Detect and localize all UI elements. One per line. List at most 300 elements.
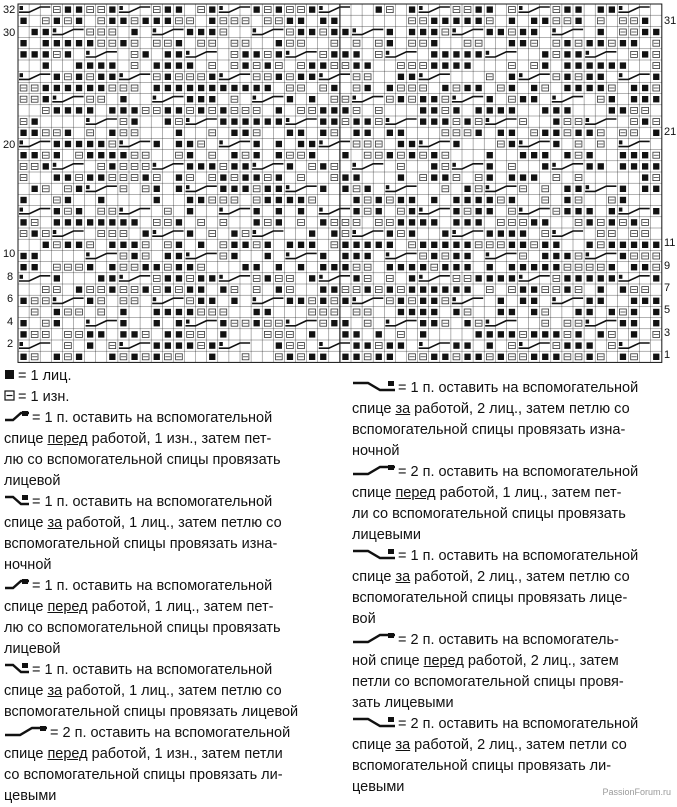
knit-stitch-mark (420, 298, 426, 304)
legend-text: ли со вспомогательной спицы провязать (352, 506, 626, 522)
legend-text: = 2 п. оставить на вспомогательной (50, 725, 291, 741)
knit-stitch-mark (353, 118, 359, 124)
knit-stitch-mark (287, 298, 293, 304)
knit-stitch-mark (276, 40, 282, 46)
knit-stitch-mark (642, 85, 648, 91)
knit-stitch-mark (387, 29, 393, 35)
knit-stitch-mark (231, 85, 237, 91)
cable-knot-mark (452, 96, 456, 100)
knit-stitch-mark (198, 85, 204, 91)
knit-stitch-mark (431, 96, 437, 102)
knit-stitch-mark (498, 331, 504, 337)
knit-stitch-mark (76, 74, 82, 80)
knit-stitch-mark (531, 264, 537, 270)
knit-stitch-mark (453, 107, 459, 113)
knit-stitch-mark (120, 40, 126, 46)
knit-stitch-mark (76, 62, 82, 68)
cable-knot-mark (619, 6, 623, 10)
knit-stitch-mark (320, 253, 326, 259)
knit-stitch-mark (575, 342, 581, 348)
cable-knot-mark (186, 185, 190, 189)
knit-stitch-mark (109, 107, 115, 113)
knit-stitch-mark (87, 298, 93, 304)
legend-text: спице (4, 431, 48, 447)
knit-stitch-mark (187, 62, 193, 68)
knit-stitch-mark (598, 275, 604, 281)
knit-stitch-mark (154, 342, 160, 348)
knit-stitch-mark (353, 354, 359, 360)
knit-stitch-mark (98, 219, 104, 225)
cable-knot-mark (586, 185, 590, 189)
knit-stitch-mark (487, 163, 493, 169)
knit-stitch-mark (587, 208, 593, 214)
knit-stitch-mark (498, 29, 504, 35)
knit-stitch-mark (109, 6, 115, 12)
knit-stitch-mark (542, 219, 548, 225)
cable-knot-mark (486, 118, 490, 122)
knit-stitch-mark (120, 309, 126, 315)
knit-stitch-mark (553, 141, 559, 147)
cable-knot-mark (119, 208, 123, 212)
knit-stitch-mark (553, 107, 559, 113)
knit-stitch-mark (531, 18, 537, 24)
legend-text: работой, 1 лиц., затем пет- (87, 599, 274, 615)
knit-stitch-mark (98, 275, 104, 281)
knit-stitch-mark (154, 354, 160, 360)
legend-item-c5 (4, 723, 339, 807)
knit-stitch-mark (231, 242, 237, 248)
knit-stitch-mark (409, 230, 415, 236)
knit-stitch-mark (353, 130, 359, 136)
knit-stitch-mark (442, 62, 448, 68)
knit-stitch-mark (76, 141, 82, 147)
knit-stitch-mark (242, 130, 248, 136)
knit-stitch-mark (176, 219, 182, 225)
knit-stitch-mark (598, 298, 604, 304)
knit-stitch-mark (431, 163, 437, 169)
cable-knot-mark (119, 6, 123, 10)
cable-knot-mark (153, 230, 157, 234)
legend-underlined-word: перед (47, 599, 88, 615)
cable-knot-mark (552, 230, 556, 234)
knit-stitch-mark (376, 242, 382, 248)
legend-text: = 2 п. оставить на вспомогательной (398, 464, 639, 480)
knit-stitch-mark (298, 242, 304, 248)
knit-stitch-mark (487, 174, 493, 180)
knit-stitch-mark (476, 6, 482, 12)
knit-stitch-mark (342, 29, 348, 35)
knit-stitch-mark (242, 163, 248, 169)
cable-knot-mark (552, 28, 556, 32)
knit-stitch-mark (87, 62, 93, 68)
knit-stitch-mark (520, 29, 526, 35)
row-number-8: 8 (7, 271, 14, 283)
knit-stitch-mark (365, 286, 371, 292)
cross-front-purl-icon (4, 410, 30, 423)
knit-stitch-mark (320, 118, 326, 124)
knit-stitch-mark (598, 6, 604, 12)
knit-stitch-mark (564, 62, 570, 68)
knit-stitch-mark (176, 320, 182, 326)
knit-stitch-mark (498, 298, 504, 304)
cable-knot-mark (419, 208, 423, 212)
legend-text: работой, 1 лиц., затем петлю со (62, 515, 282, 531)
knit-stitch-mark (575, 6, 581, 12)
knit-stitch-mark (442, 354, 448, 360)
knit-stitch-mark (542, 62, 548, 68)
cross-back-knit-icon (4, 662, 30, 675)
knit-stitch-mark (109, 130, 115, 136)
watermark: PassionForum.ru (602, 787, 671, 797)
knit-stitch-mark (587, 62, 593, 68)
knit-stitch-mark (43, 62, 49, 68)
knit-stitch-mark (653, 298, 659, 304)
legend-text: = 1 лиц. (18, 368, 72, 384)
knit-stitch-mark (87, 141, 93, 147)
knit-stitch-mark (575, 208, 581, 214)
cable-knot-mark (153, 163, 157, 167)
knit-stitch-mark (642, 163, 648, 169)
knit-stitch-mark (43, 29, 49, 35)
knit-stitch-mark (376, 331, 382, 337)
knit-stitch-mark (320, 107, 326, 113)
knit-stitch-mark (276, 118, 282, 124)
knit-stitch-mark (309, 6, 315, 12)
knit-stitch-mark (143, 264, 149, 270)
knit-stitch-mark (20, 18, 26, 24)
knit-stitch-mark (298, 208, 304, 214)
knit-stitch-mark (542, 152, 548, 158)
cable-knot-mark (552, 297, 556, 301)
knit-stitch-mark (542, 354, 548, 360)
legend-text: вспомогательной спицы провязать лице- (352, 590, 628, 606)
knit-stitch-mark (198, 197, 204, 203)
cable-knot-mark (319, 140, 323, 144)
knit-stitch-mark (20, 51, 26, 57)
cable-knot-mark (452, 28, 456, 32)
knit-stitch-mark (120, 152, 126, 158)
knit-stitch-mark (65, 107, 71, 113)
knit-stitch-mark (542, 163, 548, 169)
knit-stitch-mark (587, 342, 593, 348)
knit-stitch-mark (420, 286, 426, 292)
knit-stitch-mark (631, 309, 637, 315)
knit-stitch-mark (265, 309, 271, 315)
knit-stitch-mark (76, 40, 82, 46)
legend-text: зать лицевыми (352, 695, 454, 711)
legend-text: спице (352, 569, 396, 585)
knit-stitch-mark (65, 141, 71, 147)
legend-text: лицевой (4, 473, 61, 489)
cable-knot-mark (286, 185, 290, 189)
knit-stitch-mark (476, 354, 482, 360)
cable-knot-mark (86, 118, 90, 122)
knit-stitch-mark (464, 18, 470, 24)
cable-knot-mark (153, 28, 157, 32)
knit-stitch-mark (420, 29, 426, 35)
knit-stitch-mark (498, 130, 504, 136)
knit-stitch-mark (76, 286, 82, 292)
row-number-2: 2 (7, 338, 14, 350)
knit-stitch-mark (265, 275, 271, 281)
cable-knot-mark (452, 297, 456, 301)
knit-stitch-mark (209, 96, 215, 102)
knit-stitch-mark (431, 174, 437, 180)
knit-stitch-mark (587, 85, 593, 91)
knit-stitch-mark (653, 320, 659, 326)
legend-text: = 1 п. оставить на вспомогательной (32, 578, 273, 594)
cable-knot-mark (20, 6, 24, 10)
knit-stitch-mark (76, 6, 82, 12)
cable-knot-mark (586, 320, 590, 324)
cable-knot-mark (219, 275, 223, 279)
knit-stitch-mark (32, 51, 38, 57)
knit-stitch-mark (98, 85, 104, 91)
knit-stitch-mark (220, 174, 226, 180)
knit-stitch-mark (20, 219, 26, 225)
knit-stitch-mark (420, 107, 426, 113)
knit-stitch-mark (420, 219, 426, 225)
cable-knot-mark (619, 140, 623, 144)
knit-stitch-mark (387, 40, 393, 46)
knit-stitch-mark (65, 40, 71, 46)
knit-stitch-mark (442, 18, 448, 24)
knit-stitch-mark (54, 141, 60, 147)
legend-text: лю со вспомогательной спицы провязать (4, 452, 281, 468)
knit-stitch-mark (209, 29, 215, 35)
knit-stitch-mark (353, 197, 359, 203)
knit-stitch-mark (575, 85, 581, 91)
knit-stitch-mark (265, 186, 271, 192)
knit-stitch-mark (509, 309, 515, 315)
knit-stitch-mark (65, 219, 71, 225)
knit-stitch-mark (109, 152, 115, 158)
knit-stitch-mark (431, 29, 437, 35)
knit-stitch-mark (620, 152, 626, 158)
knit-stitch-mark (598, 74, 604, 80)
knit-stitch-mark (87, 152, 93, 158)
cable-knot-mark (519, 208, 523, 212)
knit-stitch-mark (398, 342, 404, 348)
knit-stitch-mark (32, 186, 38, 192)
knit-stitch-mark (342, 354, 348, 360)
knit-stitch-mark (509, 242, 515, 248)
knit-stitch-mark (387, 242, 393, 248)
knit-stitch-mark (20, 197, 26, 203)
knit-stitch-mark (98, 74, 104, 80)
knit-stitch-mark (587, 242, 593, 248)
knit-stitch-mark (409, 219, 415, 225)
knit-stitch-mark (298, 18, 304, 24)
knit-stitch-mark (287, 242, 293, 248)
knit-stitch-mark (487, 107, 493, 113)
legend-text: = 1 п. оставить на вспомогательной (32, 410, 273, 426)
knit-stitch-mark (653, 29, 659, 35)
knit-stitch-mark (87, 219, 93, 225)
knit-stitch-mark (109, 219, 115, 225)
knit-stitch-mark (242, 186, 248, 192)
knit-stitch-mark (653, 186, 659, 192)
knit-stitch-mark (242, 51, 248, 57)
knit-stitch-mark (420, 96, 426, 102)
cable-knot-mark (319, 275, 323, 279)
knit-stitch-mark (464, 354, 470, 360)
knit-stitch-mark (620, 62, 626, 68)
knit-stitch-mark (242, 118, 248, 124)
knit-stitch-mark (342, 51, 348, 57)
cable-knot-mark (519, 140, 523, 144)
knit-stitch-mark (276, 6, 282, 12)
knit-stitch-mark (187, 286, 193, 292)
knit-stitch-mark (520, 230, 526, 236)
knit-stitch-mark (442, 51, 448, 57)
knit-stitch-mark (131, 253, 137, 259)
knit-stitch-mark (342, 242, 348, 248)
cable-knot-mark (253, 28, 257, 32)
knit-stitch-mark (609, 96, 615, 102)
knit-stitch-mark (642, 186, 648, 192)
knit-stitch-mark (498, 230, 504, 236)
knit-stitch-mark (198, 275, 204, 281)
knit-stitch-mark (498, 275, 504, 281)
cable-knot-mark (586, 252, 590, 256)
knit-stitch-mark (476, 130, 482, 136)
knit-stitch-mark (642, 242, 648, 248)
legend-item-c10 (352, 714, 674, 798)
knit-stitch-mark (298, 130, 304, 136)
legend-underlined-word: за (47, 683, 63, 699)
knit-stitch-mark (476, 107, 482, 113)
knit-stitch-mark (365, 186, 371, 192)
knit-stitch-mark (398, 130, 404, 136)
knit-stitch-mark (176, 309, 182, 315)
knit-stitch-mark (76, 354, 82, 360)
knit-stitch-mark (165, 331, 171, 337)
knit-stitch-mark (376, 208, 382, 214)
knit-stitch-mark (464, 286, 470, 292)
cable-knot-mark (153, 297, 157, 301)
knit-stitch-mark (98, 141, 104, 147)
knit-stitch-mark (542, 18, 548, 24)
knit-stitch-mark (487, 152, 493, 158)
knit-stitch-mark (575, 331, 581, 337)
knit-stitch-mark (420, 320, 426, 326)
knit-stitch-mark (309, 62, 315, 68)
knit-stitch-mark (131, 118, 137, 124)
knit-stitch-mark (209, 298, 215, 304)
knit-stitch-mark (220, 286, 226, 292)
knit-stitch-mark (509, 197, 515, 203)
knit-stitch-mark (575, 186, 581, 192)
knit-stitch-mark (553, 118, 559, 124)
legend-text: вспомогательной спицы провязать лицевой (4, 704, 299, 720)
legend-text: спице (4, 746, 48, 762)
knit-stitch-mark (509, 331, 515, 337)
knit-stitch-mark (309, 354, 315, 360)
knit-stitch-mark (276, 197, 282, 203)
knit-stitch-mark (509, 141, 515, 147)
cable-knot-mark (519, 73, 523, 77)
knit-stitch-mark (320, 130, 326, 136)
knit-stitch-mark (564, 342, 570, 348)
knit-stitch-mark (165, 253, 171, 259)
knit-stitch-mark (87, 40, 93, 46)
cable-knot-mark (319, 208, 323, 212)
knit-stitch-mark (198, 96, 204, 102)
knit-stitch-mark (587, 219, 593, 225)
knit-stitch-mark (176, 264, 182, 270)
knit-stitch-mark (198, 298, 204, 304)
knit-stitch-mark (98, 197, 104, 203)
cross-2-front-knit-icon (352, 464, 396, 477)
knit-stitch-mark (553, 331, 559, 337)
knit-stitch-mark (520, 242, 526, 248)
cable-knot-mark (452, 163, 456, 167)
knit-stitch-mark (453, 253, 459, 259)
knit-stitch-mark (520, 286, 526, 292)
knit-stitch-mark (509, 85, 515, 91)
knit-stitch-mark (54, 219, 60, 225)
knit-stitch-mark (298, 264, 304, 270)
knit-stitch-mark (54, 85, 60, 91)
knit-stitch-mark (631, 152, 637, 158)
row-number-10: 10 (3, 248, 16, 260)
legend-text: спице (352, 401, 396, 417)
cable-knot-mark (419, 6, 423, 10)
cable-knot-mark (319, 342, 323, 346)
knit-stitch-mark (653, 96, 659, 102)
knit-stitch-mark (631, 298, 637, 304)
knit-stitch-mark (476, 51, 482, 57)
knit-stitch-mark (387, 85, 393, 91)
knit-stitch-mark (87, 107, 93, 113)
knit-stitch-mark (642, 264, 648, 270)
knit-stitch-mark (320, 62, 326, 68)
knit-stitch-mark (98, 174, 104, 180)
knit-stitch-mark (453, 342, 459, 348)
knit-stitch-mark (198, 107, 204, 113)
knit-stitch-mark (531, 286, 537, 292)
knit-stitch-mark (598, 331, 604, 337)
knit-stitch-mark (154, 141, 160, 147)
knit-stitch-mark (109, 286, 115, 292)
legend-right-column (352, 378, 674, 798)
cable-knot-mark (419, 342, 423, 346)
knit-stitch-mark (609, 107, 615, 113)
knit-stitch-mark (265, 85, 271, 91)
knit-stitch-mark (631, 331, 637, 337)
knit-stitch-mark (176, 85, 182, 91)
knit-stitch-mark (65, 130, 71, 136)
cross-back-purl-icon (4, 494, 30, 507)
legend-text: цевыми (352, 779, 405, 795)
knit-stitch-mark (409, 264, 415, 270)
knit-stitch-mark (242, 85, 248, 91)
legend-text: работой, 1 изн., затем петли (87, 746, 283, 762)
row-number-31: 31 (664, 15, 677, 27)
knit-stitch-mark (542, 130, 548, 136)
knit-stitch-mark (276, 342, 282, 348)
knit-stitch-mark (242, 264, 248, 270)
knit-stitch-mark (131, 29, 137, 35)
knit-stitch-mark (365, 242, 371, 248)
knit-stitch-mark (298, 141, 304, 147)
knit-stitch-mark (43, 85, 49, 91)
knit-stitch-mark (420, 331, 426, 337)
knit-stitch-mark (353, 51, 359, 57)
knit-stitch-mark (453, 51, 459, 57)
knit-stitch-mark (531, 298, 537, 304)
